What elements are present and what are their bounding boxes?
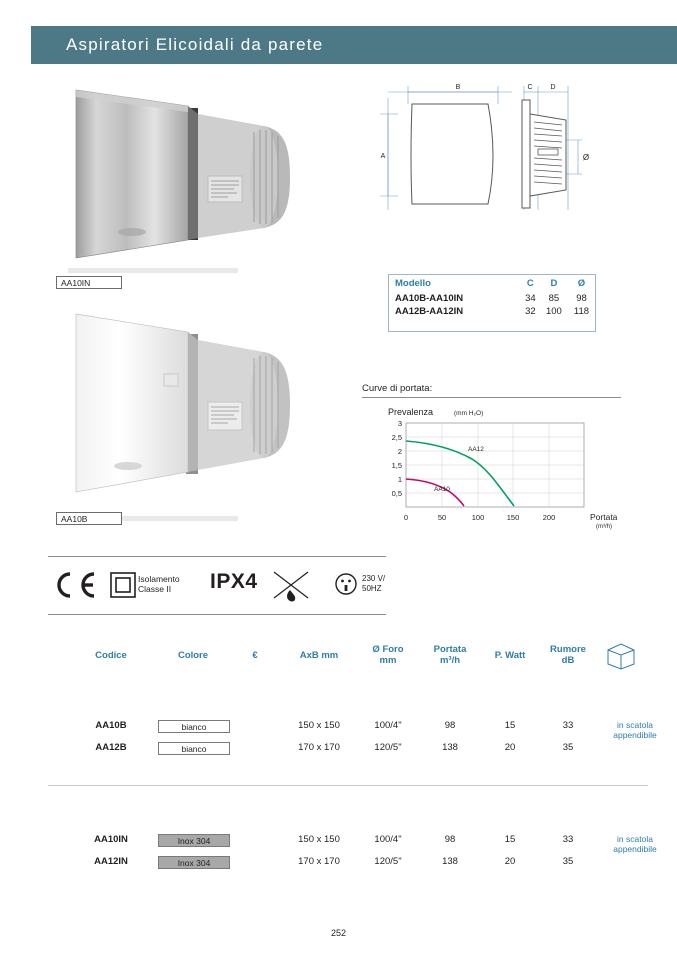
- row-rumore: 33: [562, 834, 574, 845]
- spec-table-divider: [48, 785, 648, 786]
- spec-th-colore: Colore: [177, 650, 209, 661]
- chart-series-label-aa12: AA12: [468, 446, 484, 453]
- row-rumore: 35: [562, 742, 574, 753]
- chart-section-rule: [362, 397, 621, 398]
- chart-xtick-0: 0: [403, 513, 409, 522]
- chart-xtick-100: 100: [471, 513, 485, 522]
- photo-inox-shadow: [68, 268, 238, 273]
- model-table-cell-d: 100: [545, 306, 562, 317]
- caption-inox-label: AA10IN: [61, 278, 91, 288]
- row-portata: 98: [444, 834, 456, 845]
- chart-ytick-2: 2: [397, 447, 402, 456]
- voltage-label: [362, 574, 385, 594]
- spec-th-foro-l2: mm: [379, 655, 397, 666]
- model-table-cell-c: 34: [525, 293, 536, 304]
- row-foro: 100/4": [374, 720, 402, 731]
- model-table-cell-dia: 118: [573, 306, 590, 317]
- spec-th-rumore: [538, 644, 598, 666]
- chart-xlabel: Portata: [590, 512, 618, 522]
- voltage-label-line1: 230 V/: [362, 574, 386, 583]
- insulation-label-line2: Classe II: [138, 584, 172, 594]
- spec-table-header-row: [48, 640, 648, 670]
- ce-mark-icon: [48, 570, 100, 600]
- row-codice: AA10IN: [94, 834, 128, 845]
- row-foro: 100/4": [374, 834, 402, 845]
- model-table-header-row: [389, 275, 595, 292]
- row-watt: 15: [504, 720, 516, 731]
- caption-white: [56, 512, 114, 525]
- row-codice: AA12IN: [94, 856, 128, 867]
- spec-group-white: [48, 718, 657, 762]
- row-codice: AA10B: [95, 720, 127, 731]
- page-header: [0, 26, 677, 64]
- row-portata: 98: [444, 720, 456, 731]
- row-axb: 170 x 170: [298, 742, 340, 753]
- chart-ytick-3: 3: [397, 419, 402, 428]
- row-watt: 20: [504, 856, 516, 867]
- caption-white-label: AA10B: [61, 514, 88, 524]
- row-axb: 150 x 150: [298, 834, 340, 845]
- ipx-rating: IPX4: [210, 570, 258, 593]
- model-table-th-dia: Ø: [577, 278, 586, 289]
- row-packaging-l2: appendibile: [613, 730, 657, 740]
- package-box-icon: [604, 642, 638, 670]
- class-ii-insulation-icon: [110, 572, 136, 598]
- spec-th-rumore-l2: dB: [561, 655, 575, 666]
- drawing-label-c: C: [527, 84, 533, 91]
- spec-th-foro-l1: Ø Foro: [372, 644, 404, 655]
- row-colore: [158, 720, 228, 733]
- row-watt: 15: [504, 834, 516, 845]
- chart-plot-title-unit: (mm H₂O): [454, 410, 484, 417]
- table-row: [48, 832, 657, 854]
- page-title: Aspiratori Elicoidali da parete: [66, 35, 324, 54]
- row-rumore: 33: [562, 720, 574, 731]
- symbols-row: [48, 556, 428, 618]
- insulation-label-line1: Isolamento: [138, 574, 180, 584]
- spec-th-foro: [358, 644, 418, 666]
- model-table-cell-dia: 98: [576, 293, 587, 304]
- chart-xtick-150: 150: [506, 513, 520, 522]
- spec-th-rumore-l1: Rumore: [550, 644, 586, 655]
- spec-table: [48, 640, 657, 762]
- row-portata: 138: [442, 856, 458, 867]
- row-packaging-l1: in scatola: [617, 720, 653, 730]
- spec-th-axb: AxB mm: [299, 650, 339, 661]
- table-row: [48, 740, 648, 760]
- caption-white-tail: [113, 512, 122, 525]
- header-left-margin: [0, 26, 31, 64]
- row-codice: AA12B: [95, 742, 127, 753]
- table-row: [48, 718, 657, 740]
- chart-xlabel-unit: (m³/h): [596, 524, 612, 530]
- model-table-cell-modello: AA10B-AA10IN: [395, 293, 464, 304]
- model-table-cell-c: 32: [525, 306, 536, 317]
- model-table-cell-d: 85: [548, 293, 560, 304]
- colore-value: bianco: [158, 742, 230, 755]
- technical-drawing: [372, 78, 600, 223]
- chart-xtick-200: 200: [542, 513, 556, 522]
- page-number: 252: [330, 928, 347, 938]
- colore-value: Inox 304: [158, 856, 230, 869]
- row-axb: 170 x 170: [298, 856, 340, 867]
- row-portata: 138: [442, 742, 458, 753]
- drawing-label-b: B: [455, 84, 461, 91]
- chart-ytick-0-5: 0,5: [391, 489, 402, 498]
- model-table-cell-modello: AA12B-AA12IN: [395, 306, 464, 317]
- model-table-row: [389, 292, 595, 305]
- table-row: [48, 854, 648, 874]
- chart-ytick-2-5: 2,5: [391, 433, 402, 442]
- row-axb: 150 x 150: [298, 720, 340, 731]
- insulation-label: [138, 574, 180, 594]
- row-watt: 20: [504, 742, 516, 753]
- row-rumore: 35: [562, 856, 574, 867]
- spec-th-prezzo: €: [252, 650, 258, 661]
- row-foro: 120/5": [374, 856, 402, 867]
- drawing-label-diameter: Ø: [582, 153, 590, 162]
- model-table-th-modello: Modello: [395, 278, 431, 289]
- spec-th-codice: Codice: [95, 650, 127, 661]
- spec-group-inox: [48, 832, 657, 874]
- row-packaging-l2: appendibile: [613, 844, 657, 854]
- do-not-dispose-icon: [272, 570, 316, 604]
- voltage-label-line2: 50HZ: [362, 584, 382, 593]
- spec-th-portata-l1: Portata: [433, 644, 467, 655]
- drawing-label-d: D: [550, 84, 556, 91]
- spec-th-portata-l2: m³/h: [439, 655, 461, 666]
- row-packaging: [596, 720, 674, 740]
- chart-plot-title: Prevalenza: [388, 407, 434, 417]
- row-colore: [158, 742, 228, 755]
- row-packaging-l1: in scatola: [617, 834, 653, 844]
- model-table-row: [389, 305, 595, 318]
- performance-chart: [362, 403, 624, 538]
- chart-section-title: Curve di portata:: [362, 383, 433, 394]
- chart-series-label-aa10: AA10: [434, 486, 450, 493]
- row-foro: 120/5": [374, 742, 402, 753]
- power-plug-icon: [334, 572, 358, 596]
- spec-th-watt: P. Watt: [494, 650, 526, 661]
- colore-value: Inox 304: [158, 834, 230, 847]
- chart-ytick-1: 1: [397, 475, 402, 484]
- chart-xtick-50: 50: [437, 513, 447, 522]
- row-packaging: [596, 834, 674, 854]
- model-table-th-c: C: [526, 278, 534, 289]
- chart-ytick-1-5: 1,5: [391, 461, 402, 470]
- model-table: [388, 274, 596, 332]
- row-colore: [158, 834, 228, 847]
- model-table-th-d: D: [550, 278, 558, 289]
- spec-th-portata: [420, 644, 480, 666]
- colore-value: bianco: [158, 720, 230, 733]
- row-colore: [158, 856, 228, 869]
- drawing-label-a: A: [380, 153, 386, 160]
